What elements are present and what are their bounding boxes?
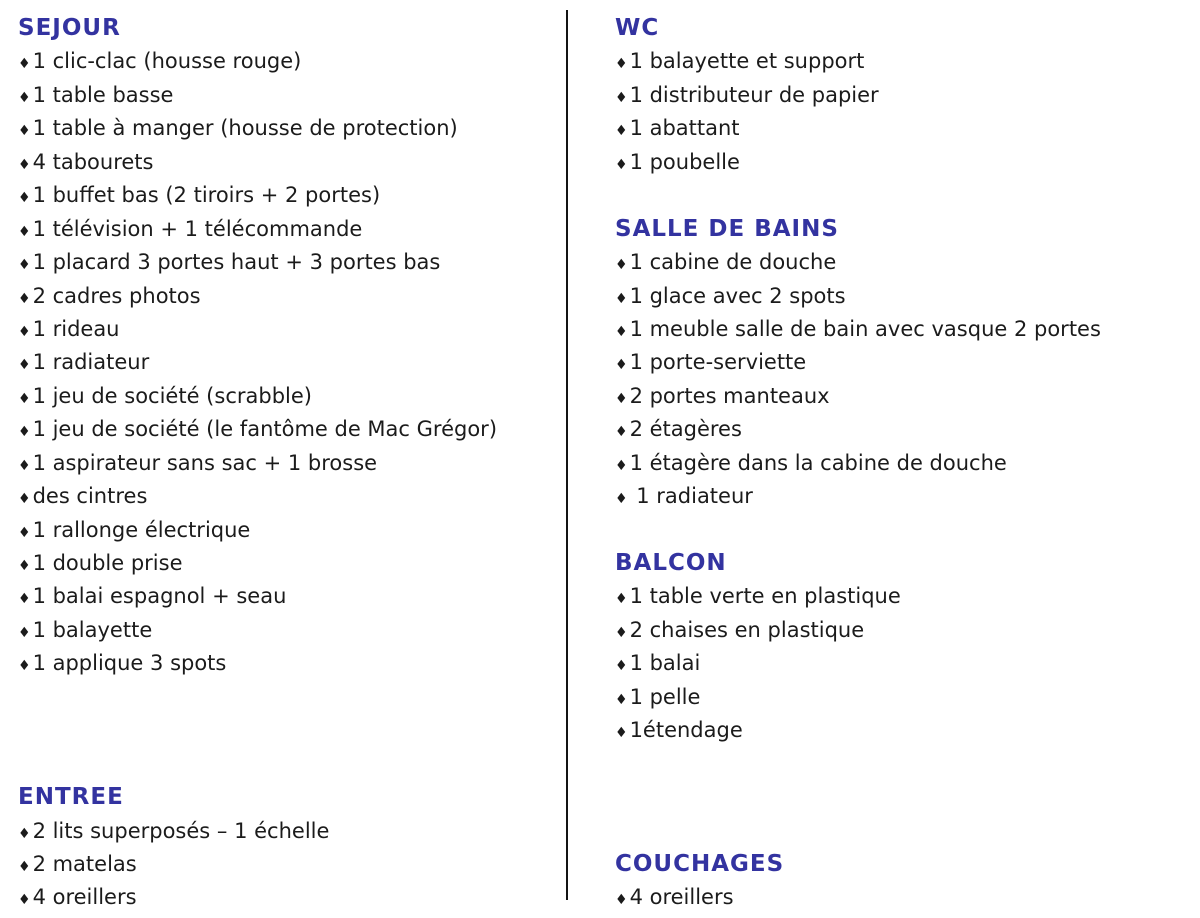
list-item — [615, 112, 1195, 145]
list-item-text: 1 balayette et support — [629, 49, 865, 74]
list-item — [615, 647, 1195, 680]
diamond-bullet-icon: ♦ — [615, 691, 628, 708]
diamond-bullet-icon: ♦ — [18, 156, 31, 173]
diamond-bullet-icon: ♦ — [615, 89, 628, 106]
diamond-bullet-icon: ♦ — [615, 457, 628, 474]
list-item-text: 1 applique 3 spots — [32, 651, 227, 676]
list-item — [18, 313, 558, 346]
list-item — [18, 346, 558, 379]
list-item-text: 1 aspirateur sans sac + 1 brosse — [32, 450, 378, 475]
diamond-bullet-icon: ♦ — [615, 725, 628, 742]
diamond-bullet-icon: ♦ — [18, 591, 31, 608]
section-wc — [615, 12, 1195, 179]
list-item — [615, 580, 1195, 613]
diamond-bullet-icon: ♦ — [18, 190, 31, 207]
section-title: BALCON — [615, 550, 727, 576]
diamond-bullet-icon: ♦ — [18, 390, 31, 407]
diamond-bullet-icon: ♦ — [18, 825, 31, 842]
list-item — [615, 280, 1195, 313]
left-column — [18, 12, 558, 915]
section-couchages — [615, 848, 1195, 915]
list-item-text: 1 cabine de douche — [629, 250, 837, 275]
list-item — [615, 480, 1195, 513]
diamond-bullet-icon: ♦ — [18, 424, 31, 441]
list-item — [615, 313, 1195, 346]
list-item-text: 1 jeu de société (scrabble) — [32, 383, 312, 408]
list-item-text: 1 porte-serviette — [629, 350, 807, 375]
list-item-text: 1 table basse — [32, 82, 174, 107]
diamond-bullet-icon: ♦ — [18, 858, 31, 875]
section-title: WC — [615, 15, 660, 41]
diamond-bullet-icon: ♦ — [18, 257, 31, 274]
list-item-text: 1étendage — [629, 718, 743, 743]
list-item — [18, 547, 558, 580]
column-divider — [566, 10, 568, 900]
list-item — [18, 848, 558, 881]
list-item-text: 1 radiateur — [32, 350, 150, 375]
list-item — [615, 614, 1195, 647]
list-item-text: 2 chaises en plastique — [629, 617, 865, 642]
list-item-text: 1 rideau — [32, 316, 120, 341]
diamond-bullet-icon: ♦ — [18, 323, 31, 340]
diamond-bullet-icon: ♦ — [18, 658, 31, 675]
list-item — [18, 280, 558, 313]
list-item — [615, 714, 1195, 747]
diamond-bullet-icon: ♦ — [18, 524, 31, 541]
list-item-text: 1 rallonge électrique — [32, 517, 251, 542]
list-item-text: 2 étagères — [629, 417, 742, 442]
list-item — [18, 146, 558, 179]
section-salle-de-bains — [615, 213, 1195, 514]
diamond-bullet-icon: ♦ — [18, 491, 31, 508]
list-item-text: 1 balai — [629, 651, 701, 676]
list-item — [18, 480, 558, 513]
list-item-text: 1 meuble salle de bain avec vasque 2 portes — [629, 316, 1101, 341]
list-item — [18, 447, 558, 480]
section-balcon — [615, 547, 1195, 748]
list-item — [18, 881, 558, 914]
list-item-text: 1 étagère dans la cabine de douche — [629, 450, 1007, 475]
list-item — [615, 380, 1195, 413]
diamond-bullet-icon: ♦ — [615, 123, 628, 140]
diamond-bullet-icon: ♦ — [18, 558, 31, 574]
list-item — [615, 413, 1195, 446]
diamond-bullet-icon: ♦ — [18, 290, 31, 307]
section-title: SALLE DE BAINS — [615, 215, 839, 242]
list-item-text: 1 table verte en plastique — [629, 584, 901, 609]
diamond-bullet-icon: ♦ — [615, 390, 628, 407]
diamond-bullet-icon: ♦ — [615, 424, 628, 441]
list-item-text: 1 placard 3 portes haut + 3 portes bas — [32, 250, 441, 275]
diamond-bullet-icon: ♦ — [18, 357, 31, 374]
list-item-text: 2 portes manteaux — [629, 383, 830, 408]
diamond-bullet-icon: ♦ — [18, 457, 31, 474]
diamond-bullet-icon: ♦ — [615, 658, 628, 675]
list-item — [18, 45, 558, 78]
list-item-text: 1 distributeur de papier — [629, 82, 879, 107]
diamond-bullet-icon: ♦ — [615, 624, 628, 641]
section-title: ENTREE — [18, 784, 124, 811]
list-item-text: 1 télévision + 1 télécommande — [32, 216, 363, 241]
list-item-text: 1 poubelle — [629, 149, 740, 174]
diamond-bullet-icon: ♦ — [615, 357, 628, 374]
list-item-text: 1 double prise — [32, 551, 183, 575]
list-item-text: 4 oreillers — [629, 885, 734, 910]
list-item-text: 4 oreillers — [32, 885, 137, 910]
right-column — [615, 12, 1195, 915]
diamond-bullet-icon: ♦ — [615, 257, 628, 274]
section-title: SEJOUR — [18, 15, 121, 41]
list-item — [615, 79, 1195, 112]
diamond-bullet-icon: ♦ — [615, 156, 628, 173]
diamond-bullet-icon: ♦ — [18, 56, 31, 73]
list-item-text: 2 cadres photos — [32, 283, 201, 308]
list-item-text: des cintres — [32, 484, 148, 509]
diamond-bullet-icon: ♦ — [18, 123, 31, 140]
section-entree — [18, 781, 558, 915]
list-item — [18, 614, 558, 647]
list-item — [18, 514, 558, 547]
list-item-text: 1 glace avec 2 spots — [629, 283, 846, 308]
list-item — [18, 815, 558, 848]
diamond-bullet-icon: ♦ — [615, 491, 628, 508]
list-item-text: 1 jeu de société (le fantôme de Mac Grégor) — [32, 417, 498, 442]
list-item-text: 1 buffet bas (2 tiroirs + 2 portes) — [32, 183, 381, 208]
list-item — [615, 881, 1195, 914]
section-title: COUCHAGES — [615, 850, 785, 877]
diamond-bullet-icon: ♦ — [615, 323, 628, 340]
list-item — [18, 179, 558, 212]
list-item-text: 1 abattant — [629, 116, 740, 141]
diamond-bullet-icon: ♦ — [615, 56, 628, 73]
list-item-text: 1 balayette — [32, 617, 153, 642]
list-item — [615, 146, 1195, 179]
list-item-text: 1 table à manger (housse de protection) — [32, 116, 458, 141]
list-item — [18, 112, 558, 145]
list-item-text: 1 clic-clac (housse rouge) — [32, 49, 302, 74]
list-item — [18, 213, 558, 246]
list-item-text: 1 pelle — [629, 684, 701, 709]
list-item-text: 4 tabourets — [32, 149, 154, 174]
list-item — [615, 45, 1195, 78]
diamond-bullet-icon: ♦ — [18, 624, 31, 641]
diamond-bullet-icon: ♦ — [615, 591, 628, 608]
list-item — [615, 681, 1195, 714]
list-item — [615, 346, 1195, 379]
list-item — [18, 79, 558, 112]
list-item-text: 2 matelas — [32, 851, 137, 876]
diamond-bullet-icon: ♦ — [18, 223, 31, 240]
diamond-bullet-icon: ♦ — [615, 290, 628, 307]
diamond-bullet-icon: ♦ — [18, 892, 31, 909]
list-item — [18, 413, 558, 446]
diamond-bullet-icon: ♦ — [18, 89, 31, 106]
list-item — [615, 246, 1195, 279]
list-item — [18, 647, 558, 680]
list-item — [18, 580, 558, 613]
list-item-text: 1 balai espagnol + seau — [32, 584, 287, 609]
list-item — [18, 380, 558, 413]
section-sejour — [18, 12, 558, 681]
list-item — [18, 246, 558, 279]
list-item — [615, 447, 1195, 480]
list-item-text: 2 lits superposés – 1 échelle — [32, 818, 330, 843]
list-item-text: 1 radiateur — [629, 484, 753, 509]
diamond-bullet-icon: ♦ — [615, 892, 628, 909]
